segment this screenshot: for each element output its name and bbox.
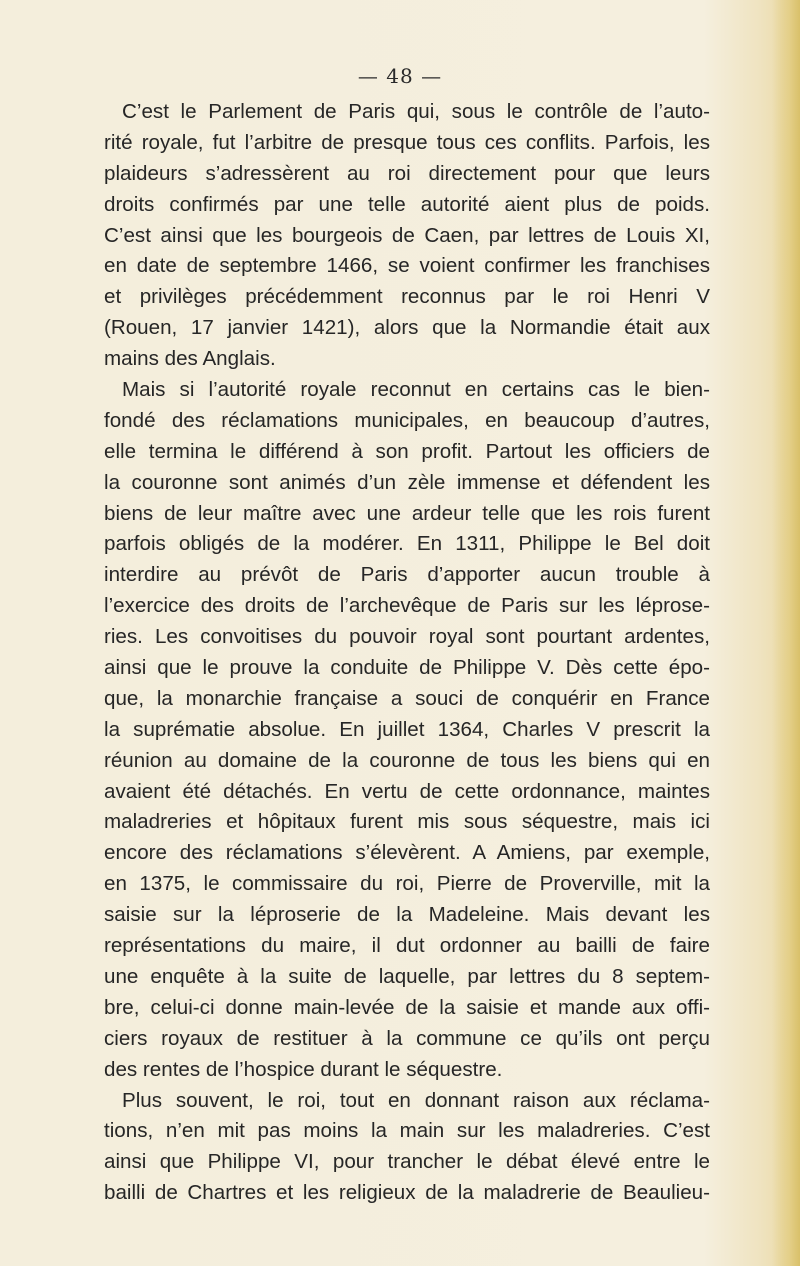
text-line: biens de leur maître avec une ardeur telle que les rois furent: [104, 501, 710, 525]
text-line: interdire au prévôt de Paris d’apporter aucun trouble à: [104, 563, 710, 587]
text-line: maladreries et hôpitaux furent mis sous séquestre, mais ici: [104, 810, 710, 834]
text-line: droits confirmés par une telle autorité aient plus de poids.: [104, 192, 710, 216]
text-line: la couronne sont animés d’un zèle immense et défendent les: [104, 470, 710, 494]
page-edge-discoloration: [772, 0, 800, 1266]
text-line: représentations du maire, il dut ordonner au bailli de faire: [104, 934, 710, 958]
text-line: que, la monarchie française a souci de conquérir en France: [104, 686, 710, 710]
text-line: parfois obligés de la modérer. En 1311, Philippe le Bel doit: [104, 532, 710, 556]
text-line: C’est le Parlement de Paris qui, sous le contrôle de l’auto-: [122, 100, 710, 123]
text-line: C’est ainsi que les bourgeois de Caen, par lettres de Louis XI,: [104, 223, 710, 247]
text-line: ries. Les convoitises du pouvoir royal sont pourtant ardentes,: [104, 625, 710, 649]
text-line: mains des Anglais.: [104, 347, 276, 371]
text-line: tions, n’en mit pas moins la main sur les maladreries. C’est: [104, 1119, 710, 1143]
text-line: fondé des réclamations municipales, en beaucoup d’autres,: [104, 408, 710, 432]
text-line: en 1375, le commissaire du roi, Pierre de Proverville, mit la: [104, 872, 710, 896]
paragraph: [104, 1086, 710, 1210]
body-text: [104, 97, 710, 1209]
text-line: ainsi que Philippe VI, pour trancher le débat élevé entre le: [104, 1150, 710, 1174]
text-line: avaient été détachés. En vertu de cette ordonnance, maintes: [104, 779, 710, 803]
text-line: en date de septembre 1466, se voient confirmer les franchises: [104, 254, 710, 278]
text-line: la suprématie absolue. En juillet 1364, Charles V prescrit la: [104, 717, 710, 741]
text-line: elle termina le différend à son profit. Partout les officiers de: [104, 439, 710, 463]
text-line: encore des réclamations s’élevèrent. A Amiens, par exemple,: [104, 841, 710, 865]
text-line: ciers royaux de restituer à la commune ce qu’ils ont perçu: [104, 1026, 710, 1050]
text-line: Mais si l’autorité royale reconnut en certains cas le bien-: [122, 378, 710, 402]
paragraph: [104, 97, 710, 375]
text-line: des rentes de l’hospice durant le séquestre.: [104, 1057, 503, 1081]
text-line: bre, celui-ci donne main-levée de la saisie et mande aux offi-: [104, 995, 710, 1019]
text-line: réunion au domaine de la couronne de tous les biens qui en: [104, 748, 710, 772]
paragraph: [104, 375, 710, 1085]
text-line: l’exercice des droits de l’archevêque de Paris sur les léprose-: [104, 594, 710, 618]
text-line: Plus souvent, le roi, tout en donnant raison aux réclama-: [122, 1088, 710, 1112]
text-line: plaideurs s’adressèrent au roi directement pour que leurs: [104, 161, 710, 185]
text-line: (Rouen, 17 janvier 1421), alors que la Normandie était aux: [104, 316, 710, 340]
text-line: rité royale, fut l’arbitre de presque tous ces conflits. Parfois, les: [104, 130, 710, 154]
text-line: ainsi que le prouve la conduite de Philippe V. Dès cette épo-: [104, 656, 710, 680]
text-line: saisie sur la léproserie de la Madeleine. Mais devant les: [104, 903, 710, 927]
page-number: — 48 —: [357, 64, 443, 88]
text-line: bailli de Chartres et les religieux de la maladrerie de Beaulieu-: [104, 1181, 710, 1205]
text-line: et privilèges précédemment reconnus par le roi Henri V: [104, 285, 710, 309]
text-line: une enquête à la suite de laquelle, par lettres du 8 septem-: [104, 964, 710, 988]
